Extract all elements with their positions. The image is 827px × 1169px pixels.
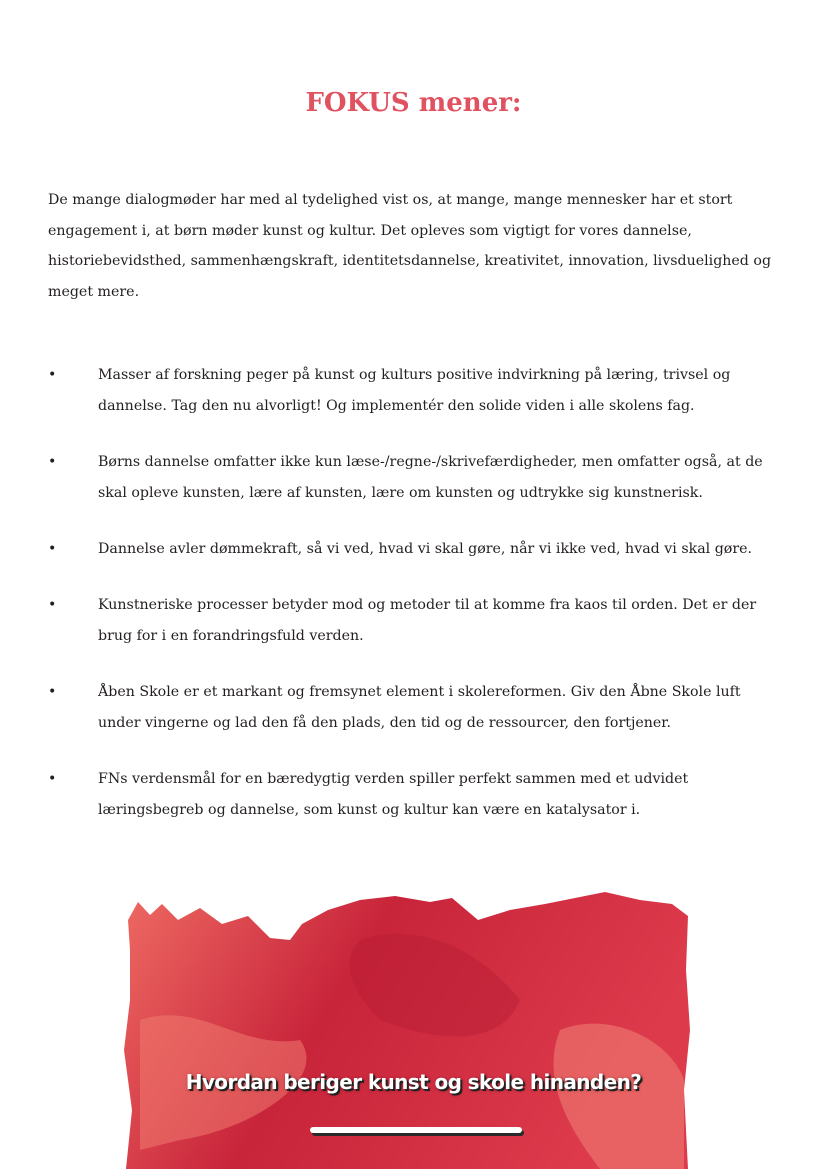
- list-item: [48, 590, 773, 652]
- bullet-icon: •: [48, 597, 57, 613]
- list-item-text: Dannelse avler dømmekraft, så vi ved, hvad vi skal gøre, når vi ikke ved, hvad vi skal gøre.: [98, 541, 753, 557]
- list-item: [48, 447, 773, 509]
- list-item: [48, 677, 773, 739]
- bullet-icon: •: [48, 684, 57, 700]
- list-item: [48, 360, 773, 422]
- banner-underline: [310, 1127, 522, 1133]
- intro-paragraph: De mange dialogmøder har med al tydelighed vist os, at mange, mange mennesker har et stort engagement i, at børn møder kunst og kultur. Det opleves som vigtigt for vores dannelse, historiebevidsthed, sammenhængskraft, identitetsdannelse, kreativitet, innovation, livsduelighed og meget mere.: [48, 192, 772, 300]
- list-item-text: Åben Skole er et markant og fremsynet element i skolereformen. Giv den Åbne Skole luft under vingerne og lad den få den plads, den tid og de ressourcer, den fortjener.: [98, 684, 741, 731]
- bullet-icon: •: [48, 454, 57, 470]
- list-item-text: FNs verdensmål for en bæredygtig verden spiller perfekt sammen med et udvidet læringsbegreb og dannelse, som kunst og kultur kan være en katalysator i.: [98, 771, 689, 818]
- list-item: [48, 764, 773, 826]
- bullet-icon: •: [48, 541, 57, 557]
- list-item-text: Børns dannelse omfatter ikke kun læse-/regne-/skrivefærdigheder, men omfatter også, at de skal opleve kunsten, lære af kunsten, lære om kunsten og udtrykke sig kunstnerisk.: [98, 454, 763, 501]
- list-item: [48, 534, 773, 565]
- bullet-list: [48, 360, 773, 851]
- list-item-text: Masser af forskning peger på kunst og kulturs positive indvirkning på læring, trivsel og dannelse. Tag den nu alvorligt! Og implementér den solide viden i alle skolens fag.: [98, 367, 731, 414]
- watercolor-banner: [0, 880, 827, 1169]
- bullet-icon: •: [48, 771, 57, 787]
- list-item-text: Kunstneriske processer betyder mod og metoder til at komme fra kaos til orden. Det er der brug for i en forandringsfuld verden.: [98, 597, 757, 644]
- page-title: FOKUS mener:: [305, 88, 522, 118]
- bullet-icon: •: [48, 367, 57, 383]
- banner-title: Hvordan beriger kunst og skole hinanden?: [185, 1070, 642, 1094]
